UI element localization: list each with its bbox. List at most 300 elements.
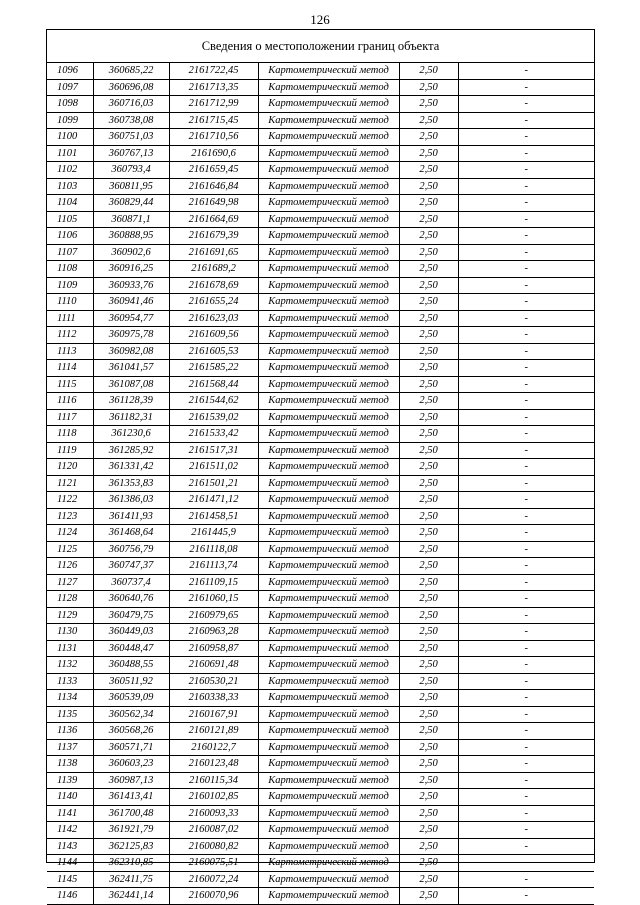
description-cell: - [458,855,594,872]
table-row [47,640,594,657]
x-coordinate-cell: 360747,37 [93,558,169,575]
point-number-cell: 1100 [47,129,93,146]
description-cell: - [458,657,594,674]
method-cell: Картометрический метод [258,706,399,723]
accuracy-cell: 2,50 [399,244,458,261]
method-cell: Картометрический метод [258,574,399,591]
x-coordinate-cell: 361468,64 [93,525,169,542]
method-cell: Картометрический метод [258,739,399,756]
point-number-cell: 1109 [47,277,93,294]
y-coordinate-cell: 2161060,15 [169,591,258,608]
method-cell: Картометрический метод [258,310,399,327]
table-row [47,343,594,360]
description-cell: - [458,475,594,492]
x-coordinate-cell: 360933,76 [93,277,169,294]
table-row [47,145,594,162]
y-coordinate-cell: 2160070,96 [169,888,258,905]
y-coordinate-cell: 2161118,08 [169,541,258,558]
table-row [47,459,594,476]
accuracy-cell: 2,50 [399,789,458,806]
y-coordinate-cell: 2161649,98 [169,195,258,212]
method-cell: Картометрический метод [258,277,399,294]
y-coordinate-cell: 2161544,62 [169,393,258,410]
point-number-cell: 1141 [47,805,93,822]
x-coordinate-cell: 360975,78 [93,327,169,344]
x-coordinate-cell: 362310,85 [93,855,169,872]
description-cell: - [458,772,594,789]
point-number-cell: 1145 [47,871,93,888]
x-coordinate-cell: 360829,44 [93,195,169,212]
point-number-cell: 1138 [47,756,93,773]
table-row [47,772,594,789]
x-coordinate-cell: 360562,34 [93,706,169,723]
x-coordinate-cell: 360738,08 [93,112,169,129]
y-coordinate-cell: 2160080,82 [169,838,258,855]
accuracy-cell: 2,50 [399,624,458,641]
y-coordinate-cell: 2161517,31 [169,442,258,459]
x-coordinate-cell: 360767,13 [93,145,169,162]
point-number-cell: 1134 [47,690,93,707]
table-row [47,195,594,212]
table-row [47,96,594,113]
table-row [47,211,594,228]
coordinates-table [47,63,594,905]
description-cell: - [458,63,594,79]
method-cell: Картометрический метод [258,756,399,773]
y-coordinate-cell: 2160072,24 [169,871,258,888]
accuracy-cell: 2,50 [399,442,458,459]
x-coordinate-cell: 360716,03 [93,96,169,113]
x-coordinate-cell: 361285,92 [93,442,169,459]
x-coordinate-cell: 360916,25 [93,261,169,278]
accuracy-cell: 2,50 [399,96,458,113]
table-row [47,838,594,855]
method-cell: Картометрический метод [258,871,399,888]
method-cell: Картометрический метод [258,129,399,146]
table-row [47,442,594,459]
table-row [47,558,594,575]
description-cell: - [458,277,594,294]
x-coordinate-cell: 360448,47 [93,640,169,657]
y-coordinate-cell: 2161585,22 [169,360,258,377]
description-cell: - [458,838,594,855]
accuracy-cell: 2,50 [399,508,458,525]
description-cell: - [458,261,594,278]
accuracy-cell: 2,50 [399,426,458,443]
accuracy-cell: 2,50 [399,607,458,624]
x-coordinate-cell: 361041,57 [93,360,169,377]
point-number-cell: 1117 [47,409,93,426]
x-coordinate-cell: 361128,39 [93,393,169,410]
table-row [47,310,594,327]
method-cell: Картометрический метод [258,393,399,410]
description-cell: - [458,690,594,707]
table-row [47,178,594,195]
x-coordinate-cell: 361411,93 [93,508,169,525]
x-coordinate-cell: 360685,22 [93,63,169,79]
description-cell: - [458,574,594,591]
table-row [47,376,594,393]
accuracy-cell: 2,50 [399,838,458,855]
table-row [47,871,594,888]
point-number-cell: 1132 [47,657,93,674]
description-cell: - [458,624,594,641]
description-cell: - [458,211,594,228]
x-coordinate-cell: 360603,23 [93,756,169,773]
table-row [47,888,594,905]
point-number-cell: 1133 [47,673,93,690]
accuracy-cell: 2,50 [399,805,458,822]
table-row [47,739,594,756]
x-coordinate-cell: 362125,83 [93,838,169,855]
y-coordinate-cell: 2161722,45 [169,63,258,79]
method-cell: Картометрический метод [258,459,399,476]
x-coordinate-cell: 361087,08 [93,376,169,393]
description-cell: - [458,888,594,905]
point-number-cell: 1105 [47,211,93,228]
table-row [47,228,594,245]
description-cell: - [458,558,594,575]
method-cell: Картометрический метод [258,294,399,311]
description-cell: - [458,426,594,443]
point-number-cell: 1101 [47,145,93,162]
description-cell: - [458,409,594,426]
description-cell: - [458,162,594,179]
accuracy-cell: 2,50 [399,294,458,311]
method-cell: Картометрический метод [258,624,399,641]
accuracy-cell: 2,50 [399,888,458,905]
accuracy-cell: 2,50 [399,475,458,492]
x-coordinate-cell: 360793,4 [93,162,169,179]
method-cell: Картометрический метод [258,409,399,426]
y-coordinate-cell: 2160979,65 [169,607,258,624]
accuracy-cell: 2,50 [399,690,458,707]
method-cell: Картометрический метод [258,838,399,855]
x-coordinate-cell: 361182,31 [93,409,169,426]
table-row [47,855,594,872]
description-cell: - [458,871,594,888]
description-cell: - [458,805,594,822]
point-number-cell: 1118 [47,426,93,443]
x-coordinate-cell: 360811,95 [93,178,169,195]
description-cell: - [458,459,594,476]
accuracy-cell: 2,50 [399,541,458,558]
description-cell: - [458,360,594,377]
x-coordinate-cell: 360696,08 [93,79,169,96]
y-coordinate-cell: 2160121,89 [169,723,258,740]
description-cell: - [458,789,594,806]
y-coordinate-cell: 2161445,9 [169,525,258,542]
accuracy-cell: 2,50 [399,145,458,162]
y-coordinate-cell: 2161691,65 [169,244,258,261]
point-number-cell: 1146 [47,888,93,905]
coordinates-table-body [47,63,594,904]
method-cell: Картометрический метод [258,541,399,558]
accuracy-cell: 2,50 [399,211,458,228]
y-coordinate-cell: 2160087,02 [169,822,258,839]
table-row [47,63,594,79]
description-cell: - [458,739,594,756]
point-number-cell: 1110 [47,294,93,311]
method-cell: Картометрический метод [258,805,399,822]
description-cell: - [458,178,594,195]
point-number-cell: 1099 [47,112,93,129]
description-cell: - [458,294,594,311]
accuracy-cell: 2,50 [399,310,458,327]
method-cell: Картометрический метод [258,63,399,79]
accuracy-cell: 2,50 [399,376,458,393]
description-cell: - [458,96,594,113]
accuracy-cell: 2,50 [399,195,458,212]
x-coordinate-cell: 360941,46 [93,294,169,311]
point-number-cell: 1130 [47,624,93,641]
table-row [47,360,594,377]
x-coordinate-cell: 360954,77 [93,310,169,327]
accuracy-cell: 2,50 [399,558,458,575]
accuracy-cell: 2,50 [399,79,458,96]
x-coordinate-cell: 360888,95 [93,228,169,245]
method-cell: Картометрический метод [258,690,399,707]
table-row [47,789,594,806]
description-cell: - [458,442,594,459]
accuracy-cell: 2,50 [399,657,458,674]
description-cell: - [458,195,594,212]
table-row [47,409,594,426]
x-coordinate-cell: 361230,6 [93,426,169,443]
page-number: 126 [310,12,330,27]
table-row [47,723,594,740]
y-coordinate-cell: 2160958,87 [169,640,258,657]
accuracy-cell: 2,50 [399,871,458,888]
method-cell: Картометрический метод [258,343,399,360]
y-coordinate-cell: 2161664,69 [169,211,258,228]
point-number-cell: 1097 [47,79,93,96]
table-row [47,492,594,509]
description-cell: - [458,129,594,146]
description-cell: - [458,343,594,360]
x-coordinate-cell: 360751,03 [93,129,169,146]
y-coordinate-cell: 2161659,45 [169,162,258,179]
table-row [47,591,594,608]
method-cell: Картометрический метод [258,261,399,278]
y-coordinate-cell: 2161689,2 [169,261,258,278]
accuracy-cell: 2,50 [399,360,458,377]
point-number-cell: 1122 [47,492,93,509]
table-row [47,756,594,773]
point-number-cell: 1131 [47,640,93,657]
x-coordinate-cell: 361331,42 [93,459,169,476]
table-row [47,706,594,723]
method-cell: Картометрический метод [258,855,399,872]
accuracy-cell: 2,50 [399,63,458,79]
x-coordinate-cell: 361386,03 [93,492,169,509]
accuracy-cell: 2,50 [399,129,458,146]
x-coordinate-cell: 361700,48 [93,805,169,822]
point-number-cell: 1139 [47,772,93,789]
accuracy-cell: 2,50 [399,228,458,245]
description-cell: - [458,591,594,608]
method-cell: Картометрический метод [258,640,399,657]
method-cell: Картометрический метод [258,525,399,542]
point-number-cell: 1108 [47,261,93,278]
point-number-cell: 1112 [47,327,93,344]
description-cell: - [458,607,594,624]
point-number-cell: 1125 [47,541,93,558]
y-coordinate-cell: 2160963,28 [169,624,258,641]
description-cell: - [458,112,594,129]
accuracy-cell: 2,50 [399,327,458,344]
point-number-cell: 1142 [47,822,93,839]
y-coordinate-cell: 2160167,91 [169,706,258,723]
point-number-cell: 1120 [47,459,93,476]
table-row [47,541,594,558]
y-coordinate-cell: 2161609,56 [169,327,258,344]
y-coordinate-cell: 2161511,02 [169,459,258,476]
table-row [47,277,594,294]
x-coordinate-cell: 360640,76 [93,591,169,608]
point-number-cell: 1098 [47,96,93,113]
x-coordinate-cell: 360539,09 [93,690,169,707]
description-cell: - [458,492,594,509]
table-row [47,426,594,443]
table-row [47,657,594,674]
method-cell: Картометрический метод [258,591,399,608]
point-number-cell: 1121 [47,475,93,492]
accuracy-cell: 2,50 [399,574,458,591]
x-coordinate-cell: 362441,14 [93,888,169,905]
accuracy-cell: 2,50 [399,756,458,773]
description-cell: - [458,822,594,839]
y-coordinate-cell: 2161646,84 [169,178,258,195]
point-number-cell: 1119 [47,442,93,459]
accuracy-cell: 2,50 [399,459,458,476]
point-number-cell: 1127 [47,574,93,591]
table-row [47,327,594,344]
table-row [47,607,594,624]
accuracy-cell: 2,50 [399,343,458,360]
table-row [47,294,594,311]
y-coordinate-cell: 2161109,15 [169,574,258,591]
point-number-cell: 1144 [47,855,93,872]
accuracy-cell: 2,50 [399,525,458,542]
method-cell: Картометрический метод [258,228,399,245]
table-row [47,525,594,542]
x-coordinate-cell: 360571,71 [93,739,169,756]
point-number-cell: 1140 [47,789,93,806]
method-cell: Картометрический метод [258,162,399,179]
description-cell: - [458,145,594,162]
point-number-cell: 1129 [47,607,93,624]
accuracy-cell: 2,50 [399,591,458,608]
method-cell: Картометрический метод [258,211,399,228]
x-coordinate-cell: 360449,03 [93,624,169,641]
x-coordinate-cell: 360568,26 [93,723,169,740]
accuracy-cell: 2,50 [399,772,458,789]
accuracy-cell: 2,50 [399,178,458,195]
y-coordinate-cell: 2161568,44 [169,376,258,393]
point-number-cell: 1116 [47,393,93,410]
y-coordinate-cell: 2161679,39 [169,228,258,245]
method-cell: Картометрический метод [258,112,399,129]
description-cell: - [458,508,594,525]
y-coordinate-cell: 2161533,42 [169,426,258,443]
table-row [47,475,594,492]
point-number-cell: 1113 [47,343,93,360]
point-number-cell: 1124 [47,525,93,542]
y-coordinate-cell: 2161655,24 [169,294,258,311]
point-number-cell: 1103 [47,178,93,195]
point-number-cell: 1137 [47,739,93,756]
method-cell: Картометрический метод [258,244,399,261]
x-coordinate-cell: 361353,83 [93,475,169,492]
method-cell: Картометрический метод [258,426,399,443]
section-title: Сведения о местоположении границ объекта [47,30,594,63]
point-number-cell: 1114 [47,360,93,377]
y-coordinate-cell: 2161690,6 [169,145,258,162]
point-number-cell: 1143 [47,838,93,855]
method-cell: Картометрический метод [258,96,399,113]
point-number-cell: 1096 [47,63,93,79]
x-coordinate-cell: 360982,08 [93,343,169,360]
y-coordinate-cell: 2161715,45 [169,112,258,129]
accuracy-cell: 2,50 [399,112,458,129]
point-number-cell: 1128 [47,591,93,608]
x-coordinate-cell: 360737,4 [93,574,169,591]
method-cell: Картометрический метод [258,195,399,212]
table-row [47,393,594,410]
point-number-cell: 1126 [47,558,93,575]
point-number-cell: 1115 [47,376,93,393]
y-coordinate-cell: 2160338,33 [169,690,258,707]
y-coordinate-cell: 2161623,03 [169,310,258,327]
point-number-cell: 1107 [47,244,93,261]
point-number-cell: 1111 [47,310,93,327]
method-cell: Картометрический метод [258,376,399,393]
method-cell: Картометрический метод [258,673,399,690]
accuracy-cell: 2,50 [399,723,458,740]
description-cell: - [458,525,594,542]
method-cell: Картометрический метод [258,822,399,839]
y-coordinate-cell: 2160093,33 [169,805,258,822]
point-number-cell: 1123 [47,508,93,525]
y-coordinate-cell: 2161113,74 [169,558,258,575]
description-cell: - [458,640,594,657]
description-cell: - [458,756,594,773]
method-cell: Картометрический метод [258,607,399,624]
y-coordinate-cell: 2161471,12 [169,492,258,509]
method-cell: Картометрический метод [258,558,399,575]
accuracy-cell: 2,50 [399,409,458,426]
method-cell: Картометрический метод [258,145,399,162]
method-cell: Картометрический метод [258,888,399,905]
y-coordinate-cell: 2160122,7 [169,739,258,756]
accuracy-cell: 2,50 [399,706,458,723]
description-cell: - [458,723,594,740]
description-cell: - [458,376,594,393]
accuracy-cell: 2,50 [399,855,458,872]
y-coordinate-cell: 2161710,56 [169,129,258,146]
table-row [47,244,594,261]
method-cell: Картометрический метод [258,360,399,377]
x-coordinate-cell: 360479,75 [93,607,169,624]
boundary-table-frame [46,29,595,902]
description-cell: - [458,79,594,96]
table-row [47,805,594,822]
method-cell: Картометрический метод [258,789,399,806]
accuracy-cell: 2,50 [399,162,458,179]
method-cell: Картометрический метод [258,442,399,459]
x-coordinate-cell: 360756,79 [93,541,169,558]
